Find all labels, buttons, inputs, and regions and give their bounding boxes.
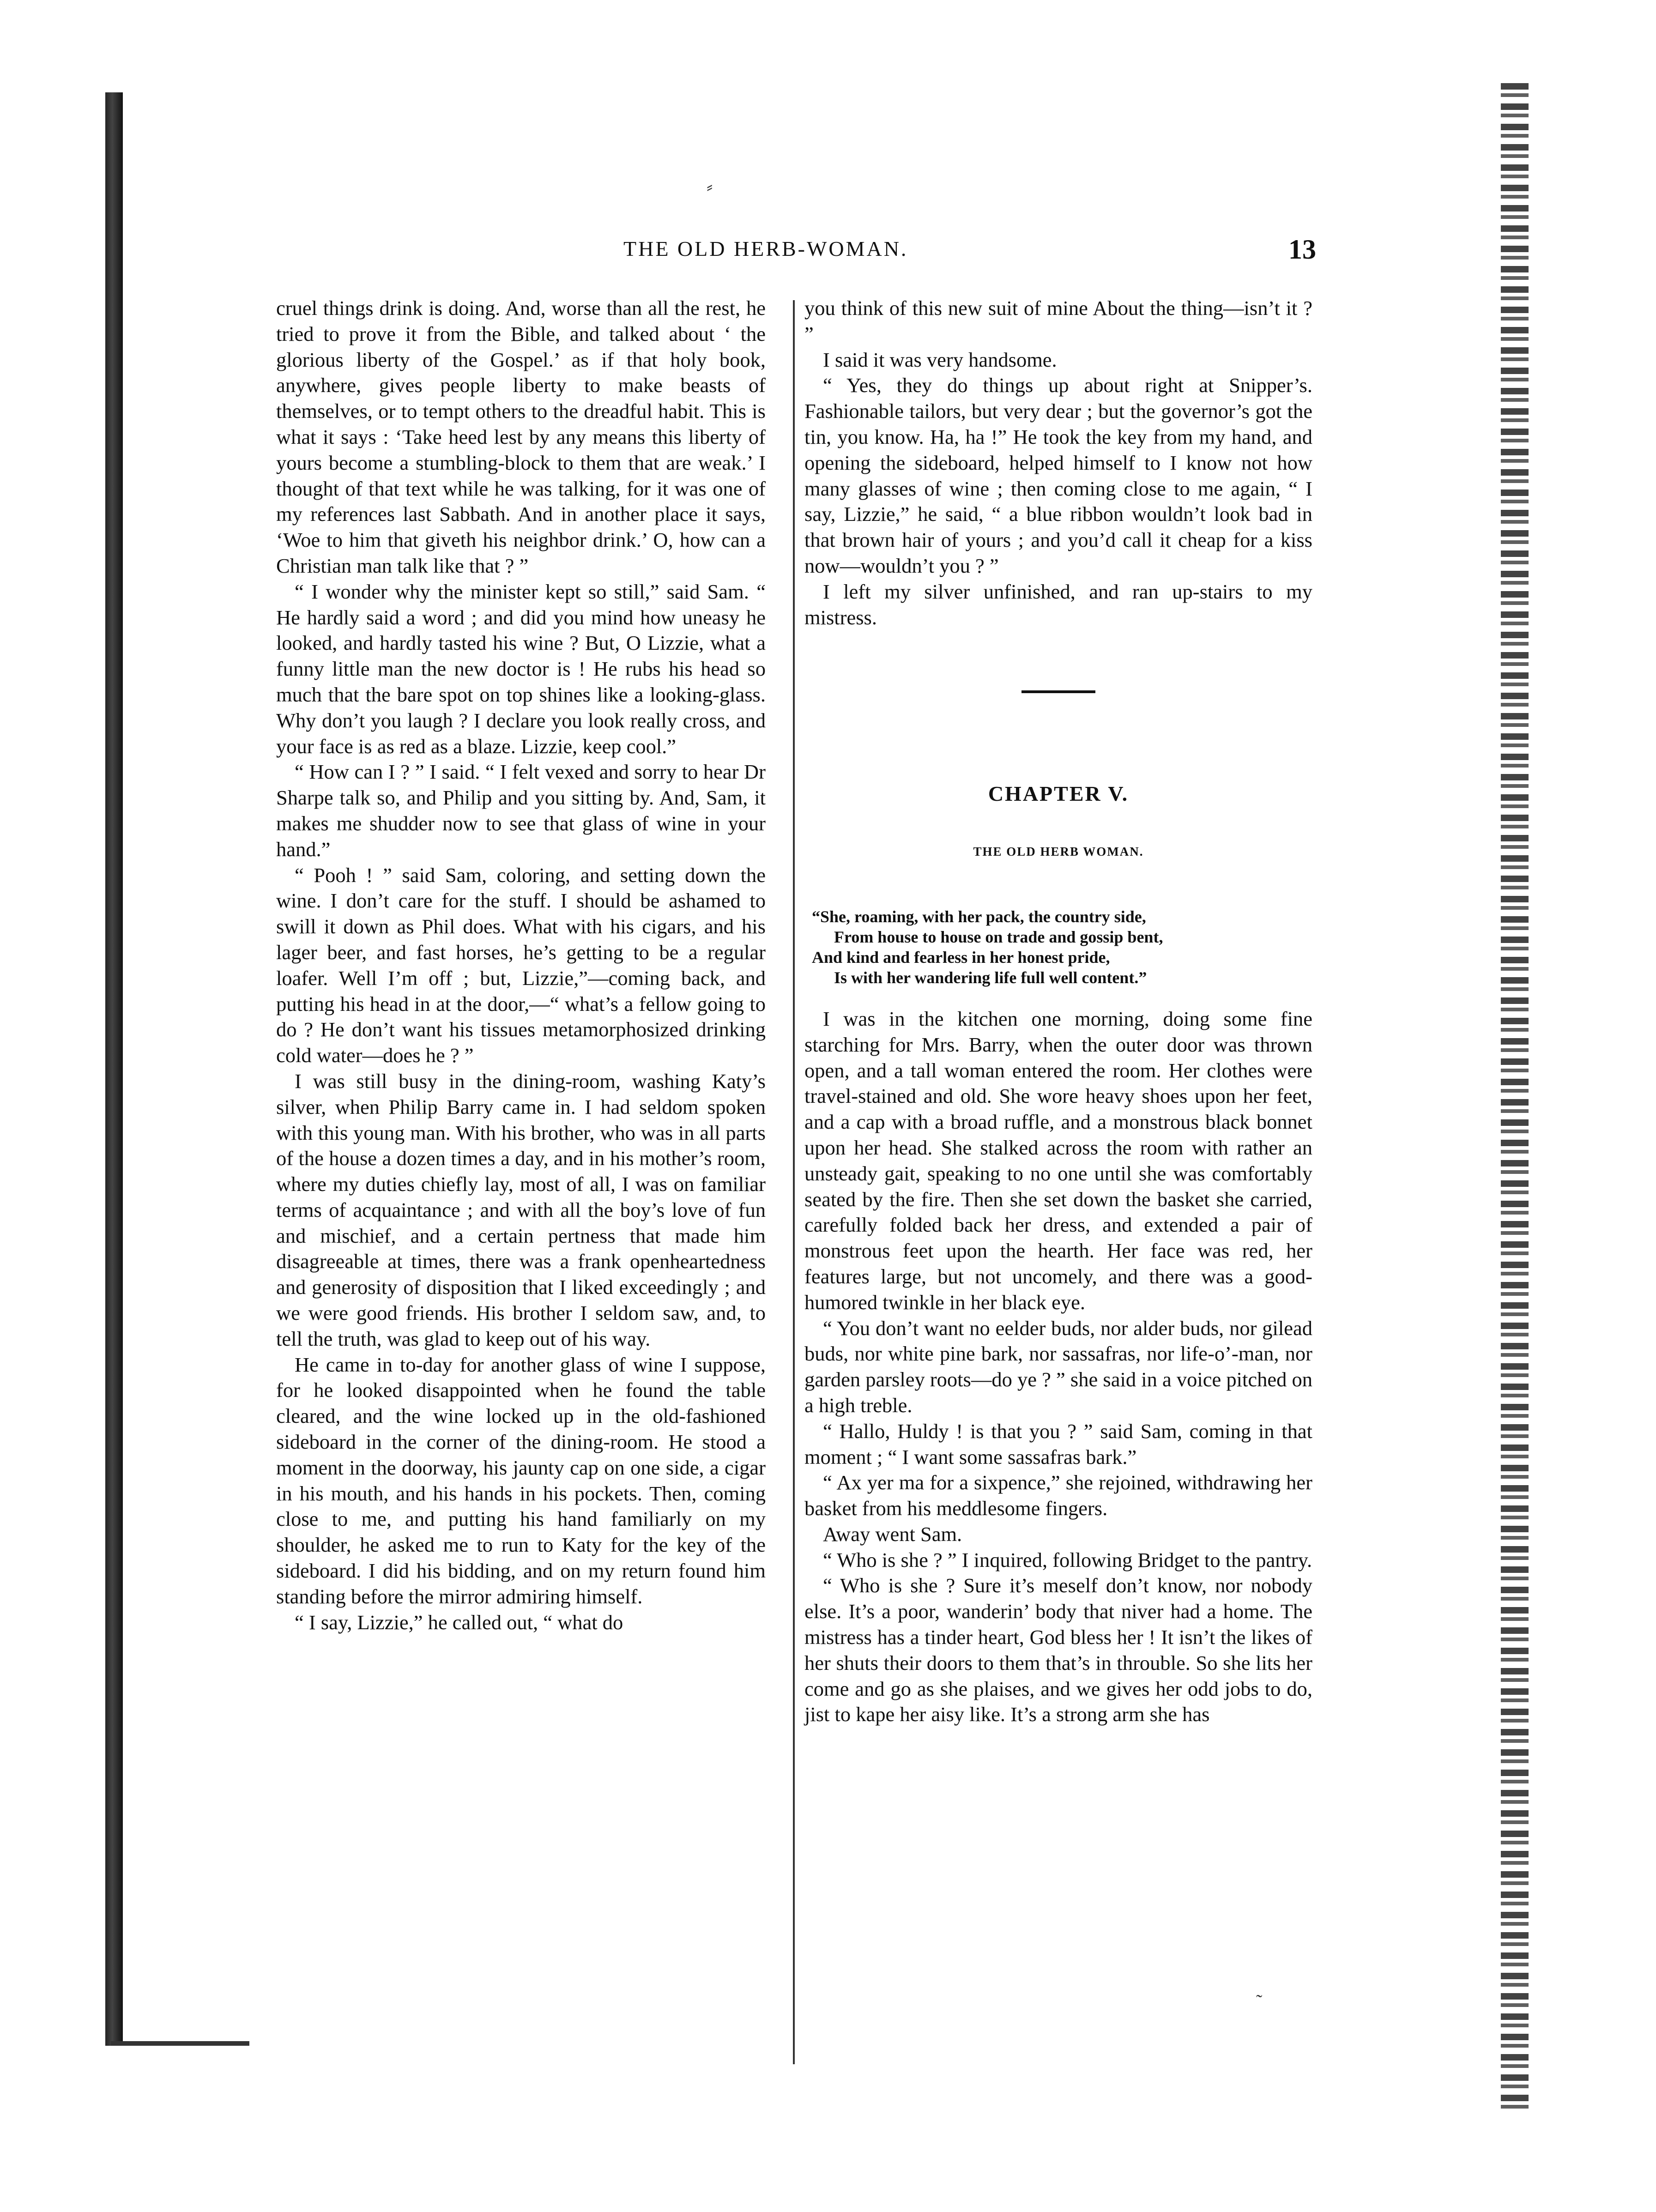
scan-speck: ⸗: [707, 176, 713, 197]
paragraph: I said it was very handsome.: [823, 348, 1057, 371]
chapter-title: CHAPTER V.: [988, 782, 1129, 806]
paragraph: you think of this new suit of mine About the thing—isn’t it ? ”: [804, 296, 1312, 345]
paragraph: “ Pooh ! ” said Sam, coloring, and setting down the wine. I don’t care for the stuff. I should be ashamed to swill it down as Phil does. What with his cigars, and his lager beer, and fast horses, he’s getting to be a regular loafer. Well I’m off ; but, Lizzie,”—coming back, and putting his head in at the door,—“ what’s a fellow going to do ? He don’t want his tissues metamorphosized drinking cold water—does he ? ”: [276, 863, 766, 1067]
chapter-body: [804, 1006, 1312, 1728]
paragraph: Away went Sam.: [823, 1522, 962, 1546]
scan-edge-right: [1501, 83, 1529, 2115]
epigraph-line: And kind and fearless in her honest pride,: [812, 948, 1110, 967]
paragraph: “ I wonder why the minister kept so still,” said Sam. “ He hardly said a word ; and did you mind how uneasy he looked, and hardly tasted his wine ? But, O Lizzie, what a funny little man the new doctor is ! He rubs his head so much that the bare spot on top shines like a looking-glass. Why don’t you laugh ? I declare you look really cross, and your face is as red as a blaze. Lizzie, keep cool.”: [276, 580, 766, 758]
section-rule: [1021, 690, 1095, 693]
epigraph-line: Is with her wandering life full well content.”: [834, 968, 1147, 987]
paragraph: I was still busy in the dining-room, washing Katy’s silver, when Philip Barry came in. I had seldom spoken with this young man. With his brother, who was in all parts of the house a dozen times a day, and in his mother’s room, where my duties chiefly lay, most of all, I was on familiar terms of acquaintance ; and with all the boy’s love of fun and mischief, and a certain pertness that made him disagreeable at times, there was a frank openheartedness and generosity of disposition that I liked exceedingly ; and we were good friends. His brother I seldom saw, and, to tell the truth, was glad to keep out of his way.: [276, 1069, 766, 1350]
paragraph: “ How can I ? ” I said. “ I felt vexed and sorry to hear Dr Sharpe talk so, and Philip and you sitting by. And, Sam, it makes me shudder now to see that glass of wine in your hand.”: [276, 760, 766, 861]
paragraph: “ Yes, they do things up about right at Snipper’s. Fashionable tailors, but very dear ; but the governor’s got the tin, you know. Ha, ha !” He took the key from my hand, and opening the sideboard, helped himself to I know not how many glasses of wine ; then coming close to me again, “ I say, Lizzie,” he said, “ a blue ribbon wouldn’t look bad in that brown hair of yours ; and you’d call it cheap for a kiss now—wouldn’t you ? ”: [804, 374, 1312, 577]
paragraph: “ Who is she ? Sure it’s meself don’t know, nor nobody else. It’s a poor, wanderin’ body that niver had a home. The mistress has a tinder heart, God bless her ! It isn’t the likes of her shuts their doors to them that’s in throuble. So she lits her come and go as she plaises, and we gives her odd jobs to do, jist to kape her aisy like. It’s a strong arm she has: [804, 1574, 1312, 1726]
paragraph: cruel things drink is doing. And, worse than all the rest, he tried to prove it from the Bible, and talked about ‘ the glorious liberty of the Gospel.’ as if that holy book, anywhere, gives people liberty to make beasts of themselves, or to tempt others to the dreadful habit. This is what it says : ‘Take heed lest by any means this liberty of yours become a stumbling-block to them that are weak.’ I thought of that text while he was talking, for it was one of my references last Sabbath. And in another place it says, ‘Woe to him that giveth his neighbor drink.’ O, how can a Christian man talk like that ? ”: [276, 296, 766, 577]
epigraph: [804, 907, 1312, 988]
right-column: [804, 296, 1312, 1728]
epigraph-line: From house to house on trade and gossip bent,: [834, 927, 1163, 946]
column-divider: [793, 300, 795, 2064]
paragraph: “ You don’t want no eelder buds, nor alder buds, nor gilead buds, nor white pine bark, nor sassafras, nor life-o’-man, nor garden parsley roots—do ye ? ” she said in a voice pitched on a high treble.: [804, 1316, 1312, 1417]
page-header: [272, 236, 1316, 269]
paragraph: He came in to-day for another glass of wine I suppose, for he looked disappointed when he found the table cleared, and the wine locked up in the old-fashioned sideboard in the corner of the dining-room. He stood a moment in the doorway, his jaunty cap on one side, a cigar in his mouth, and his hands in his pockets. Then, coming close to me, and putting his hand familiarly on my shoulder, he asked me to run to Katy for the key of the sideboard. I did his bidding, and on my return found him standing before the mirror admiring himself.: [276, 1353, 766, 1608]
paragraph: I was in the kitchen one morning, doing some fine starching for Mrs. Barry, when the outer door was thrown open, and a tall woman entered the room. Her clothes were travel-stained and old. She wore heavy shoes upon her feet, and a cap with a broad ruffle, and a monstrous black bonnet upon her head. She stalked across the room with rather an unsteady gait, speaking to no one until she was comfortably seated by the fire. Then she set down the basket she carried, carefully folded back her dress, and extended a pair of monstrous feet upon the hearth. Her face was red, her features large, but not uncomely, and there was a good-humored twinkle in her black eye.: [804, 1007, 1312, 1314]
scan-speck: ˜: [1256, 1991, 1263, 2012]
paragraph: “ I say, Lizzie,” he called out, “ what do: [295, 1610, 623, 1634]
chapter-subtitle: THE OLD HERB WOMAN.: [973, 845, 1144, 859]
scan-edge-left-foot: [111, 2041, 249, 2046]
page-number: 13: [1288, 234, 1316, 265]
scan-edge-left: [105, 92, 123, 2046]
paragraph: “ Who is she ? ” I inquired, following Bridget to the pantry.: [823, 1548, 1312, 1571]
left-column: [276, 296, 766, 1635]
epigraph-line: “She, roaming, with her pack, the country side,: [812, 907, 1146, 926]
paragraph: “ Hallo, Huldy ! is that you ? ” said Sam, coming in that moment ; “ I want some sassafras bark.”: [804, 1419, 1312, 1469]
paragraph: I left my silver unfinished, and ran up-stairs to my mistress.: [804, 580, 1312, 629]
paragraph: “ Ax yer ma for a sixpence,” she rejoined, withdrawing her basket from his meddlesome fingers.: [804, 1471, 1312, 1520]
running-head: THE OLD HERB-WOMAN.: [623, 237, 908, 260]
